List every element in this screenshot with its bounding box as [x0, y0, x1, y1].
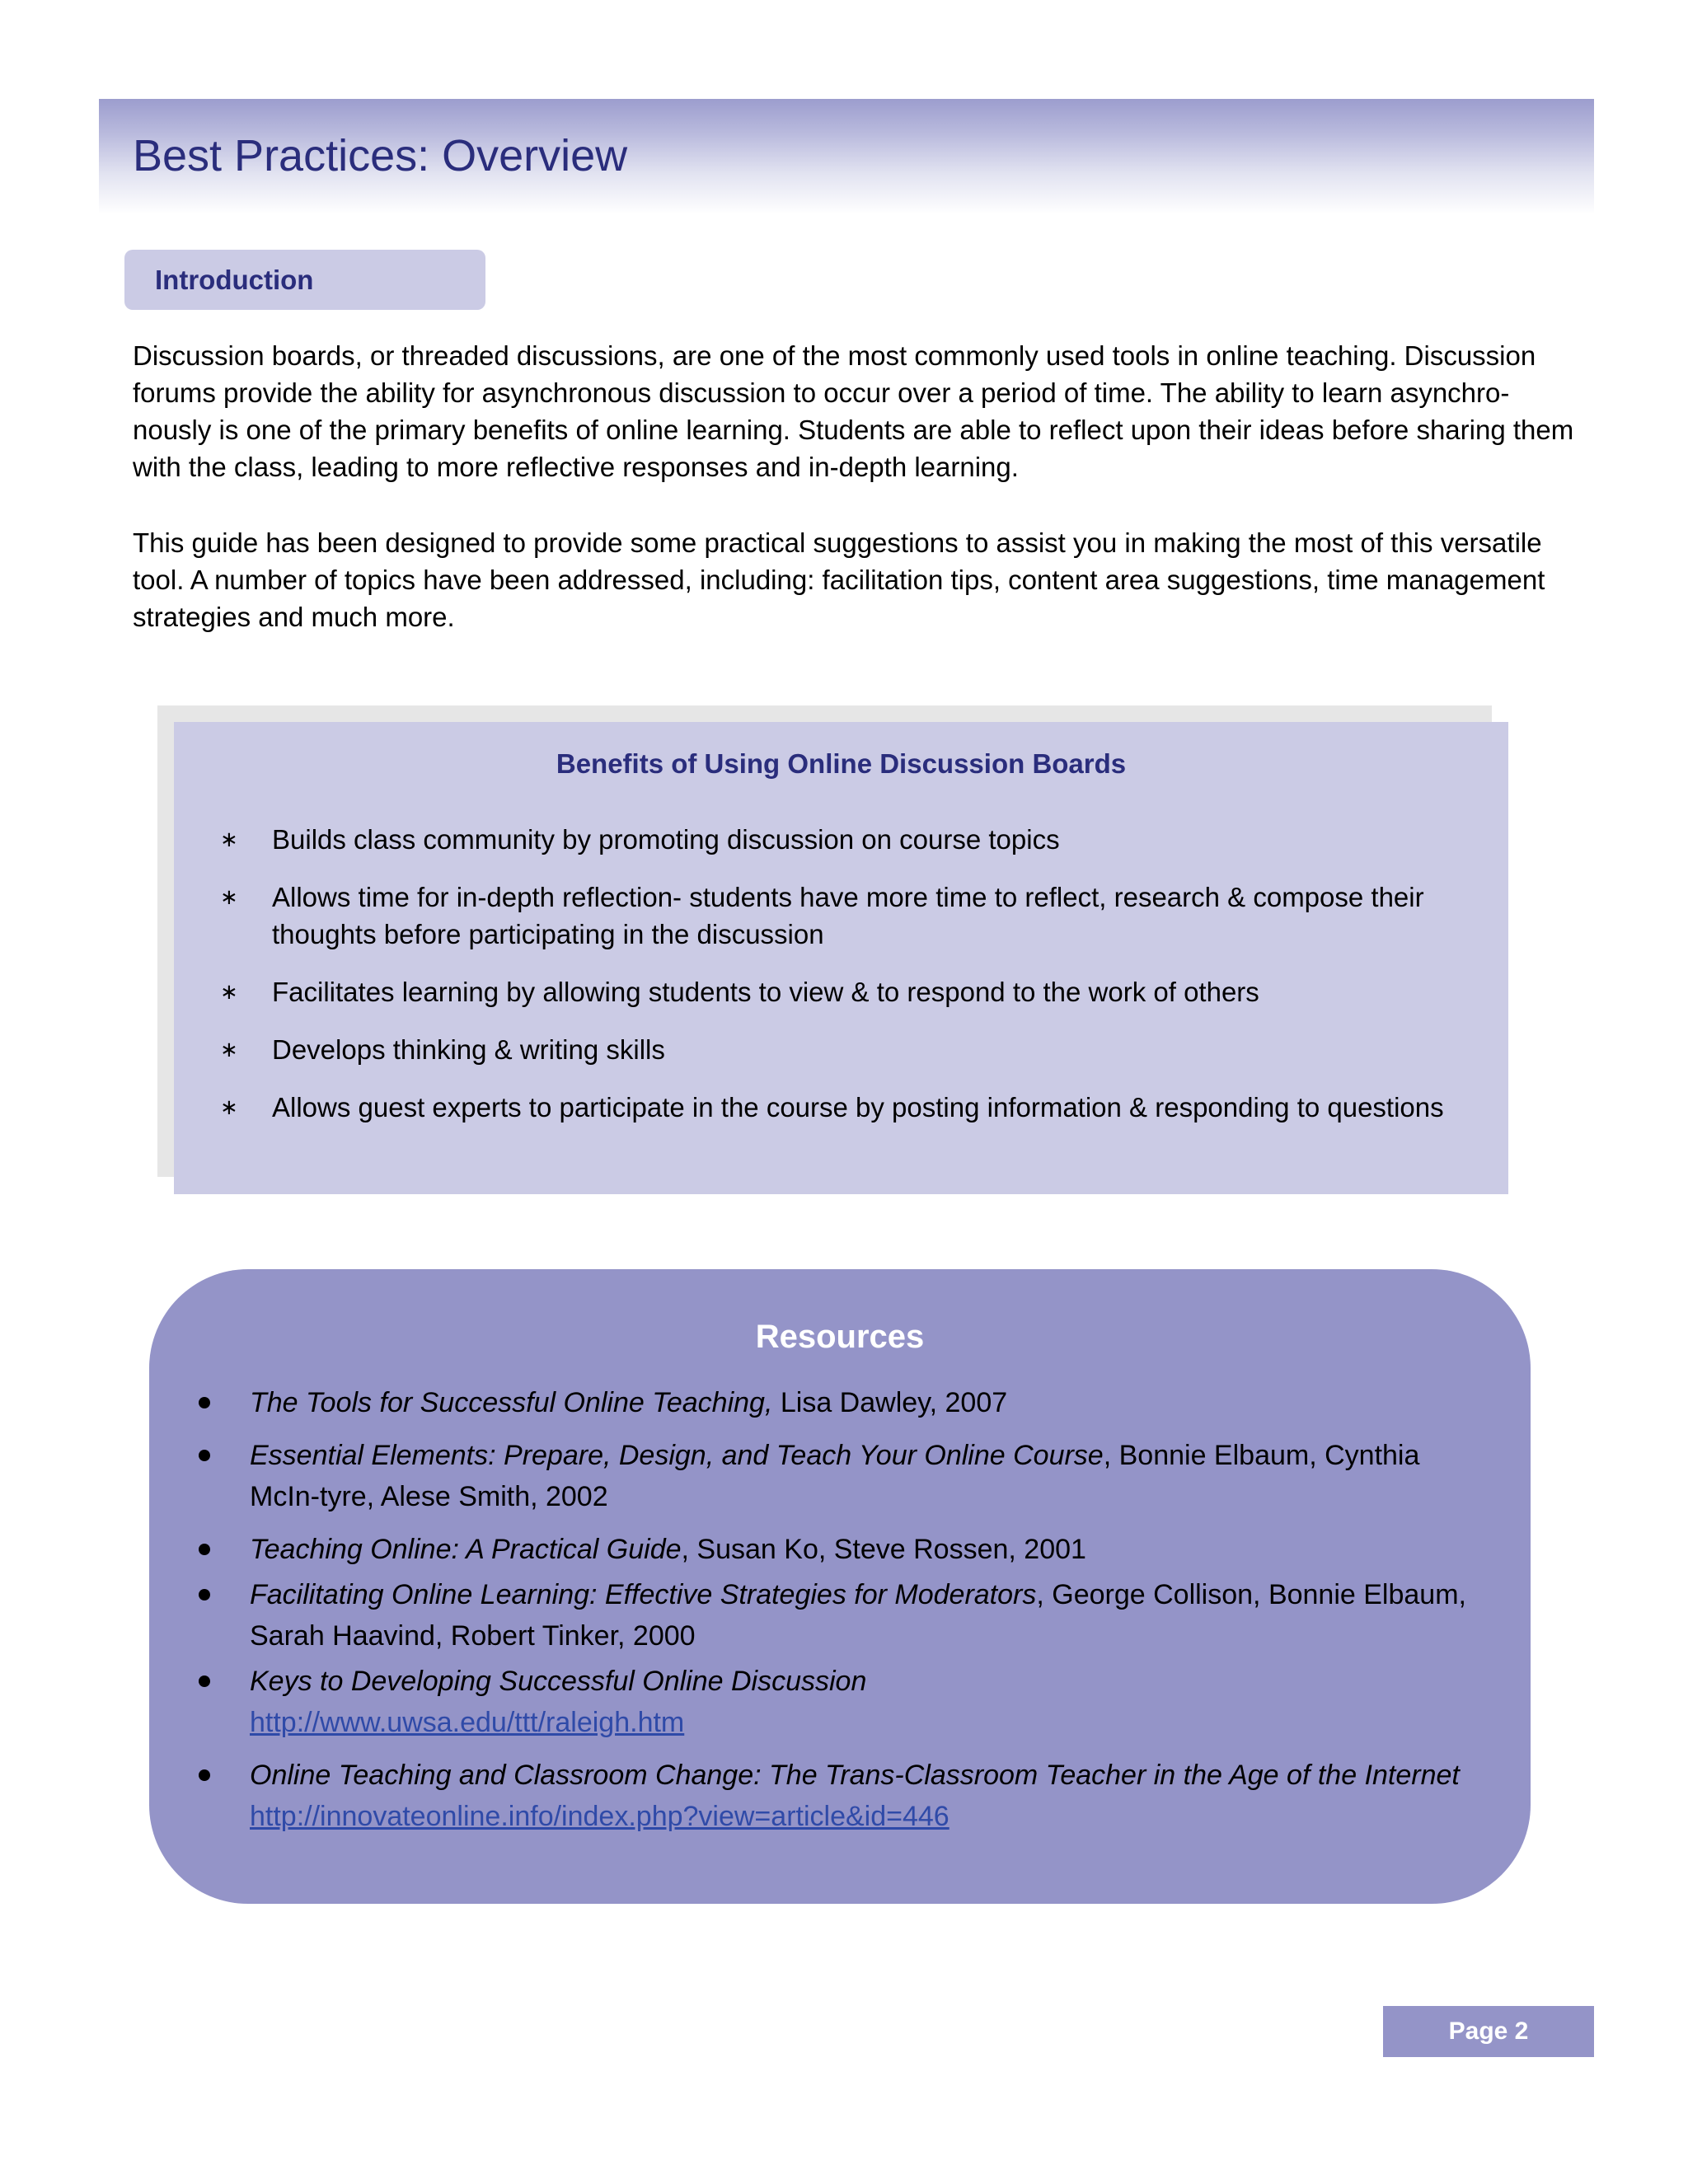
page-number-badge [1383, 2006, 1594, 2057]
resource-title: Facilitating Online Learning: Effective Strategies for Moderators [250, 1579, 1037, 1610]
benefit-item [174, 821, 1508, 858]
resource-item [149, 1574, 1531, 1657]
intro-paragraph: Discussion boards, or threaded discussions, are one of the most commonly used tools in online teaching. Discussion forums provide the ability for asynchronous discussion to occur over a period of time. The ability to learn asynchro-nously is one of the primary benefits of online learning. Students are able to reflect upon their ideas before sharing them with the class, leading to more reflective responses and in-depth learning. [133, 340, 1574, 482]
resource-title: Online Teaching and Classroom Change: The Trans-Classroom Teacher in the Age of the Internet [250, 1760, 1460, 1791]
resources-box [149, 1269, 1531, 1904]
benefit-text: Allows guest experts to participate in the course by posting information & responding to questions [272, 1092, 1444, 1122]
intro-paragraph: This guide has been designed to provide some practical suggestions to assist you in making the most of this versatile tool. A number of topics have been addressed, including: facilitation tips, content area suggestions, time management strategies and much more. [133, 527, 1545, 632]
resource-link[interactable]: http://www.uwsa.edu/ttt/raleigh.htm [250, 1707, 685, 1738]
resource-details: , Susan Ko, Steve Rossen, 2001 [681, 1534, 1086, 1565]
resource-item [149, 1529, 1531, 1570]
resource-title: The Tools for Successful Online Teaching, [250, 1387, 773, 1418]
benefit-item [174, 1089, 1508, 1126]
benefit-item [174, 1031, 1508, 1068]
benefits-title: Benefits of Using Online Discussion Boards [556, 748, 1127, 779]
benefit-item [174, 879, 1508, 953]
bullet-dot-icon [199, 1675, 210, 1687]
resources-list [149, 1382, 1531, 1841]
benefits-box [174, 722, 1508, 1194]
benefits-list [174, 821, 1508, 1146]
asterisk-bullet-icon: ∗ [220, 1094, 238, 1119]
bullet-dot-icon [199, 1397, 210, 1408]
resource-details: Lisa Dawley, 2007 [772, 1387, 1008, 1418]
resource-title: Teaching Online: A Practical Guide [250, 1534, 682, 1565]
benefit-text: Builds class community by promoting discussion on course topics [272, 824, 1060, 855]
asterisk-bullet-icon: ∗ [220, 827, 238, 851]
resource-item [149, 1661, 1531, 1743]
resource-link[interactable]: http://innovateonline.info/index.php?view=article&id=446 [250, 1801, 950, 1832]
resource-item [149, 1435, 1531, 1517]
resource-item [149, 1382, 1531, 1423]
resource-title: Keys to Developing Successful Online Discussion [250, 1666, 867, 1697]
benefit-item [174, 973, 1508, 1010]
resource-details: , George Collison, Bonnie Elbaum, Sarah Haavind, Robert Tinker, 2000 [250, 1579, 1466, 1652]
benefit-text: Develops thinking & writing skills [272, 1034, 665, 1065]
page-number: Page 2 [1448, 2018, 1529, 2045]
asterisk-bullet-icon: ∗ [220, 979, 238, 1004]
bullet-dot-icon [199, 1769, 210, 1781]
bullet-dot-icon [199, 1450, 210, 1461]
resource-details: , Bonnie Elbaum, Cynthia McIn-tyre, Alese Smith, 2002 [250, 1440, 1420, 1512]
bullet-dot-icon [199, 1544, 210, 1555]
page-title: Best Practices: Overview [133, 131, 628, 180]
bullet-dot-icon [199, 1589, 210, 1601]
section-tab-introduction [124, 250, 485, 310]
resource-title: Essential Elements: Prepare, Design, and Teach Your Online Course [250, 1440, 1104, 1471]
resource-item [149, 1755, 1531, 1837]
resources-title: Resources [755, 1319, 925, 1355]
benefit-text: Facilitates learning by allowing students to view & to respond to the work of others [272, 977, 1259, 1007]
section-tab-label: Introduction [155, 264, 314, 295]
benefit-text: Allows time for in-depth reflection- students have more time to reflect, research & compose their thoughts before participating in the discussion [272, 882, 1424, 949]
asterisk-bullet-icon: ∗ [220, 1037, 238, 1062]
asterisk-bullet-icon: ∗ [220, 884, 238, 909]
